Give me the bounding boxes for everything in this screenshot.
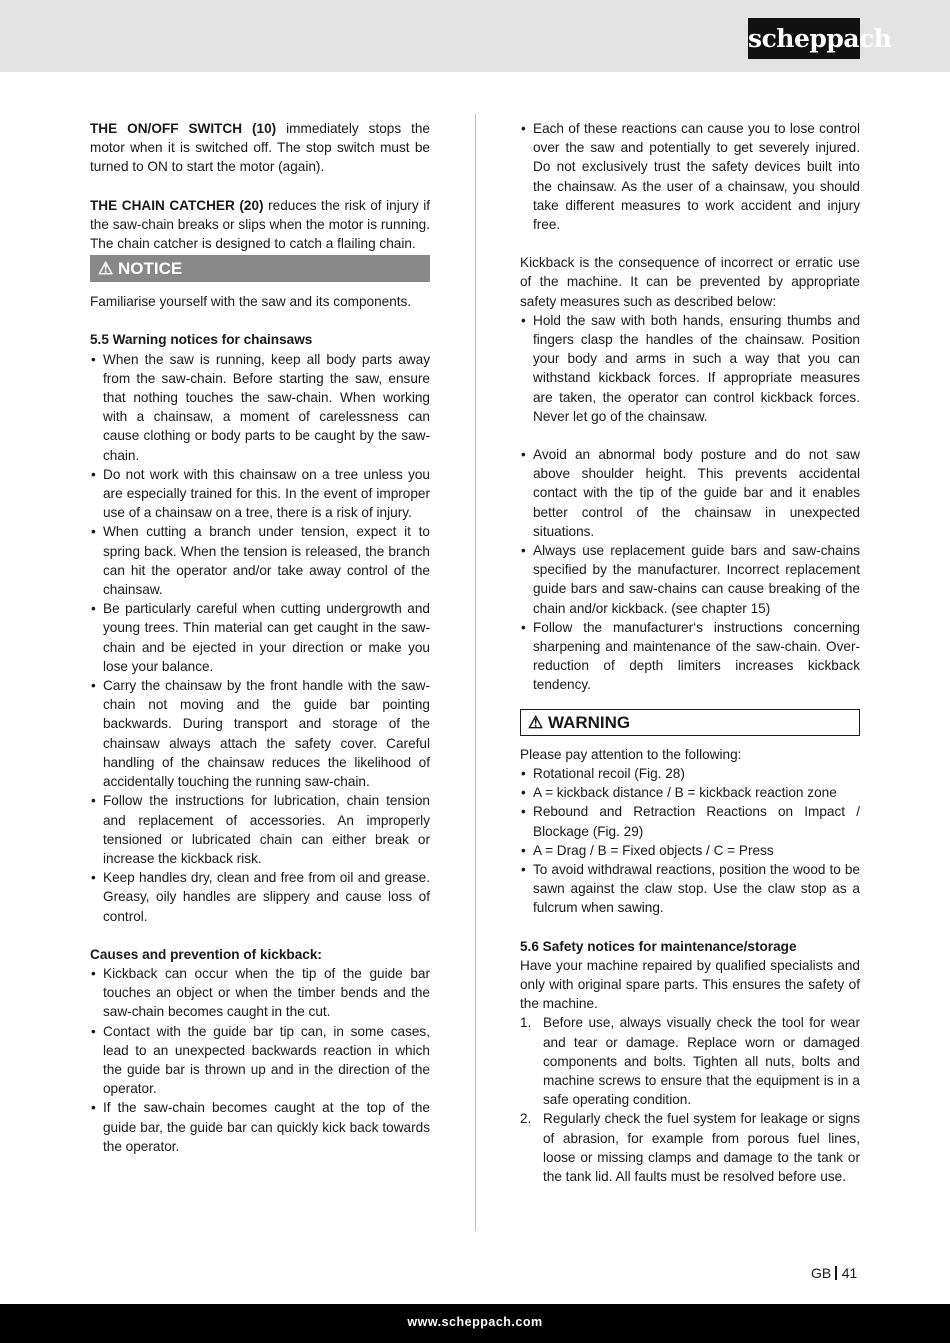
chain-catcher-paragraph: THE CHAIN CATCHER (20) reduces the risk of injury if the saw-chain breaks or slips when the motor is running. The chain catcher is designed to catch a flailing chain. (90, 197, 430, 252)
list-item: • A = Drag / B = Fixed objects / C = Press (521, 842, 774, 858)
section-5-6-intro: Have your machine repaired by qualified specialists and only with original spare parts. This ensures the safety of the machine. (520, 957, 860, 1012)
section-5-6-title: 5.6 Safety notices for maintenance/storage (520, 938, 797, 954)
kickback-causes-title: Causes and prevention of kickback: (90, 946, 322, 962)
page-number: GB 41 (811, 1265, 858, 1281)
list-item: • Carry the chainsaw by the front handle with the saw-chain not moving and the guide bar pointing backwards. During transport and storage of the chainsaw always attach the safety cover. Careful handling of the chainsaw reduces the likelihood of accidentally touching the running saw-chain. (91, 678, 430, 790)
list-item: • Be particularly careful when cutting undergrowth and young trees. Thin material can get caught in the saw-chain and be ejected in your direction or make you lose your balance. (91, 601, 430, 674)
warning-triangle-icon: ⚠ (98, 259, 114, 279)
list-item: • Always use replacement guide bars and saw-chains specified by the manufacturer. Incorrect replacement guide bars and saw-chains can cause breaking of the chain and/or kickback. (see chapter 15) (521, 543, 860, 616)
prevention-list-a (520, 311, 860, 426)
section-5-5-title: 5.5 Warning notices for chainsaws (90, 332, 313, 348)
section-5-5-list (90, 350, 430, 926)
section-5-6-list (520, 1013, 860, 1186)
prevention-list-b (520, 445, 860, 695)
warning-triangle-icon: ⚠ (528, 712, 544, 732)
footer-bar (0, 1304, 950, 1343)
notice-banner: ⚠ NOTICE (90, 255, 430, 282)
list-item: • Rotational recoil (Fig. 28) (521, 765, 685, 781)
list-item: • Avoid an abnormal body posture and do not saw above shoulder height. This prevents accidental contact with the tip of the guide bar and it enables better control of the chainsaw in unexpected situations. (521, 447, 860, 539)
list-item: 1. Before use, always visually check the tool for wear and tear or damage. Replace worn or damaged components and bolts. Tighten all nuts, bolts and machine screws to ensure that the equipment is in a safe operating condition. (520, 1015, 860, 1108)
list-item: • Each of these reactions can cause you to lose control over the saw and potentially to get severely injured. Do not exclusively trust the safety devices built into the chainsaw. As the user of a chainsaw, you should take different measures to work accident and injury free. (521, 121, 860, 233)
list-item: • Rebound and Retraction Reactions on Impact / Blockage (Fig. 29) (521, 804, 860, 839)
column-divider (475, 114, 476, 1231)
list-item: • Do not work with this chainsaw on a tree unless you are especially trained for this. In the event of improper use of a chainsaw on a tree, there is a risk of injury. (91, 466, 430, 521)
right-column (520, 119, 860, 1186)
list-item: • If the saw-chain becomes caught at the top of the guide bar, the guide bar can quickly kick back towards the operator. (91, 1100, 430, 1154)
list-item: • Hold the saw with both hands, ensuring thumbs and fingers clasp the handles of the chainsaw. Position your body and arms in such a way that you can withstand kickback forces. If appropriate measures are taken, the operator can control kickback forces. Never let go of the chainsaw. (521, 312, 860, 424)
notice-text: Familiarise yourself with the saw and its components. (90, 294, 412, 310)
list-item: • A = kickback distance / B = kickback reaction zone (521, 785, 837, 801)
list-item: • Contact with the guide bar tip can, in some cases, lead to an unexpected backwards reaction in which the guide bar is thrown up and in the direction of the operator. (91, 1023, 430, 1097)
on-off-switch-paragraph: THE ON/OFF SWITCH (10) immediately stops the motor when it is switched off. The stop switch must be turned to ON to start the motor (again). (90, 121, 430, 175)
brand-logo: scheppach (748, 18, 860, 59)
kickback-causes-list (90, 964, 430, 1156)
left-column (90, 119, 430, 1156)
kickback-intro: Kickback is the consequence of incorrect or erratic use of the machine. It can be prevented by appropriate safety measures such as described below: (520, 255, 860, 309)
reactions-list (520, 119, 860, 234)
warning-list (520, 764, 860, 918)
list-item: • Follow the instructions for lubrication, chain tension and replacement of accessories. An improperly tensioned or lubricated chain can either break or increase the kickback risk. (91, 793, 430, 866)
warning-banner: ⚠ WARNING (520, 709, 860, 736)
list-item: • When cutting a branch under tension, expect it to spring back. When the tension is released, the branch can hit the operator and/or take away control of the chainsaw. (91, 524, 430, 598)
list-item: • When the saw is running, keep all body parts away from the saw-chain. Before starting the saw, ensure that nothing touches the saw-chain. When working with a chainsaw, a moment of carelessness can cause clothing or body parts to be caught by the saw-chain. (91, 351, 430, 463)
warning-intro: Please pay attention to the following: (520, 746, 742, 762)
footer-url[interactable]: www.scheppach.com (407, 1315, 543, 1329)
list-item: • Follow the manufacturer‘s instructions concerning sharpening and maintenance of the saw-chain. Over-reduction of depth limiters increases kickback tendency. (521, 619, 860, 693)
list-item: • Keep handles dry, clean and free from oil and grease. Greasy, oily handles are slippery and cause loss of control. (91, 870, 430, 924)
list-item: • Kickback can occur when the tip of the guide bar touches an object or when the timber bends and the saw-chain becomes caught in the cut. (91, 965, 430, 1020)
list-item: 2. Regularly check the fuel system for leakage or signs of abrasion, for example from porous fuel lines, loose or missing clamps and damage to the tank or the tank lid. All faults must be resolved before use. (520, 1111, 860, 1184)
list-item: • To avoid withdrawal reactions, position the wood to be sawn against the claw stop. Use the claw stop as a fulcrum when sawing. (521, 861, 860, 916)
